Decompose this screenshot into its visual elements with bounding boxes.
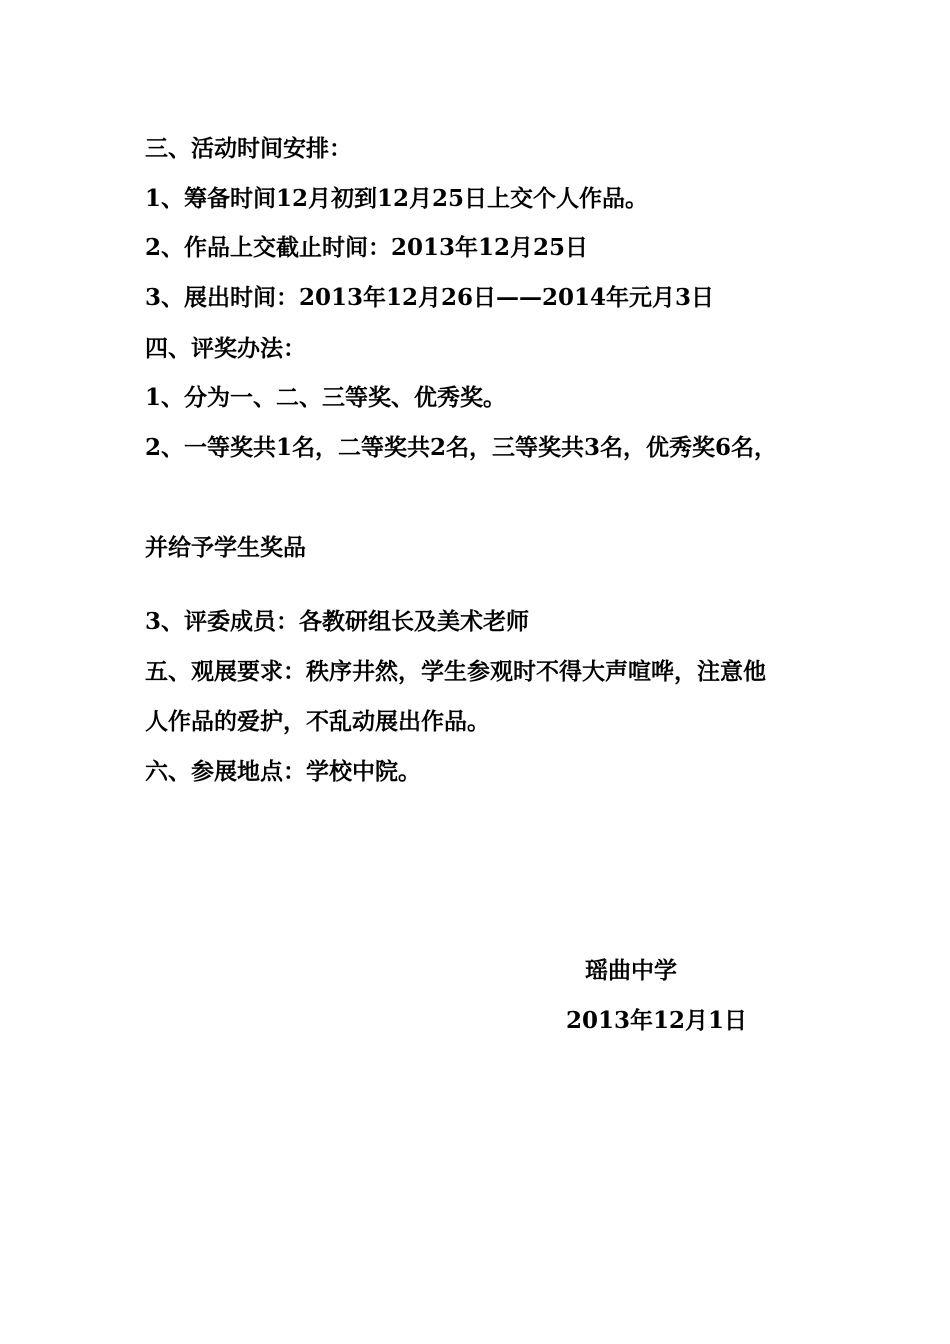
award-item-3: 3、评委成员：各教研组长及美术老师 [145,608,530,635]
section-6-paragraph: 六、参展地点：学校中院。 [145,758,421,785]
schedule-item-1: 1、筹备时间12月初到12月25日上交个人作品。 [145,185,649,212]
section-4-heading: 四、评奖办法： [145,335,306,362]
signature-school: 瑶曲中学 [585,957,677,984]
schedule-item-2: 2、作品上交截止时间：2013年12月25日 [145,234,589,261]
award-item-2-continued: 并给予学生奖品 [145,534,306,561]
schedule-item-3: 3、展出时间：2013年12月26日——2014年元月3日 [145,284,715,311]
award-item-1: 1、分为一、二、三等奖、优秀奖。 [145,384,507,411]
section-5-paragraph-continued: 人作品的爱护，不乱动展出作品。 [145,708,490,735]
award-item-2: 2、一等奖共1名，二等奖共2名，三等奖共3名，优秀奖6名， [145,434,778,461]
section-5-paragraph: 五、观展要求：秩序井然，学生参观时不得大声喧哗，注意他 [145,658,766,685]
section-3-heading: 三、活动时间安排： [145,135,352,162]
signature-date: 2013年12月1日 [566,1007,748,1034]
